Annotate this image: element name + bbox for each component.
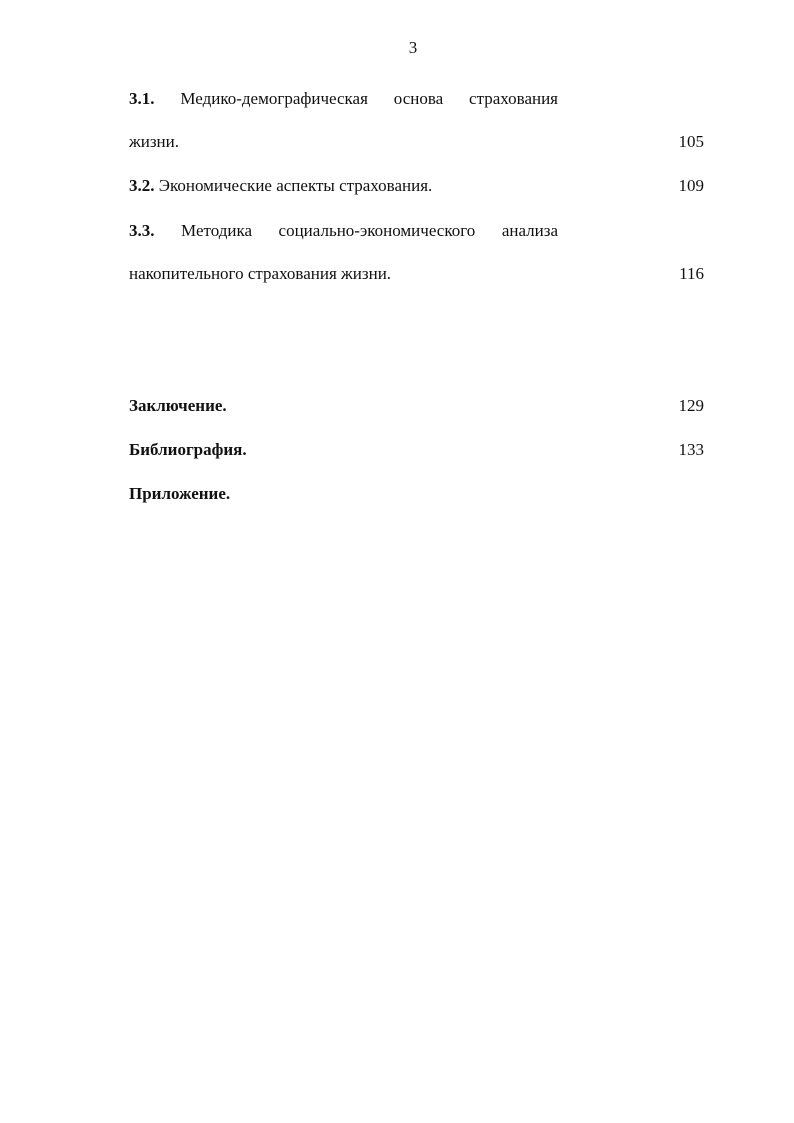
toc-entry-3-1-title-continued: жизни. [129,132,180,151]
toc-entry-3-2-page: 109 [678,176,704,195]
toc-entry-appendix [129,482,704,506]
toc-entry-3-3-line-1 [129,219,704,243]
toc-entry-3-3-line-2 [129,262,704,286]
toc-entry-3-1-title: Медико-демографическая основа страхования [180,89,559,108]
toc-entry-3-2 [129,174,704,198]
toc-entry-3-3-page: 116 [679,264,704,283]
toc-entry-3-1-line-1 [129,87,704,111]
page-number: 3 [408,38,418,57]
toc-entry-3-3-heading [129,219,558,243]
toc-entry-bibliography-page: 133 [678,440,704,459]
toc-entry-conclusion [129,394,704,418]
toc-entry-3-3-title-continued: накопительного страхования жизни. [129,264,392,283]
toc-entry-3-3-title: Методика социально-экономического анализа [181,221,559,240]
toc-entry-bibliography [129,438,704,462]
toc-entry-3-1-number: 3.1. [129,89,155,108]
toc-entry-3-1-line-2 [129,130,704,154]
toc-entry-bibliography-title: Библиография. [129,440,247,459]
toc-entry-conclusion-page: 129 [678,396,704,415]
toc-entry-3-2-title: Экономические аспекты страхования. [158,176,433,195]
toc-entry-3-2-number: 3.2. [129,176,155,195]
toc-entry-conclusion-title: Заключение. [129,396,227,415]
toc-entry-3-2-heading [129,174,432,198]
toc-entry-appendix-title: Приложение. [129,484,231,503]
toc-entry-3-3-number: 3.3. [129,221,155,240]
toc-entry-3-1-page: 105 [678,132,704,151]
toc-entry-3-1-heading [129,87,558,111]
